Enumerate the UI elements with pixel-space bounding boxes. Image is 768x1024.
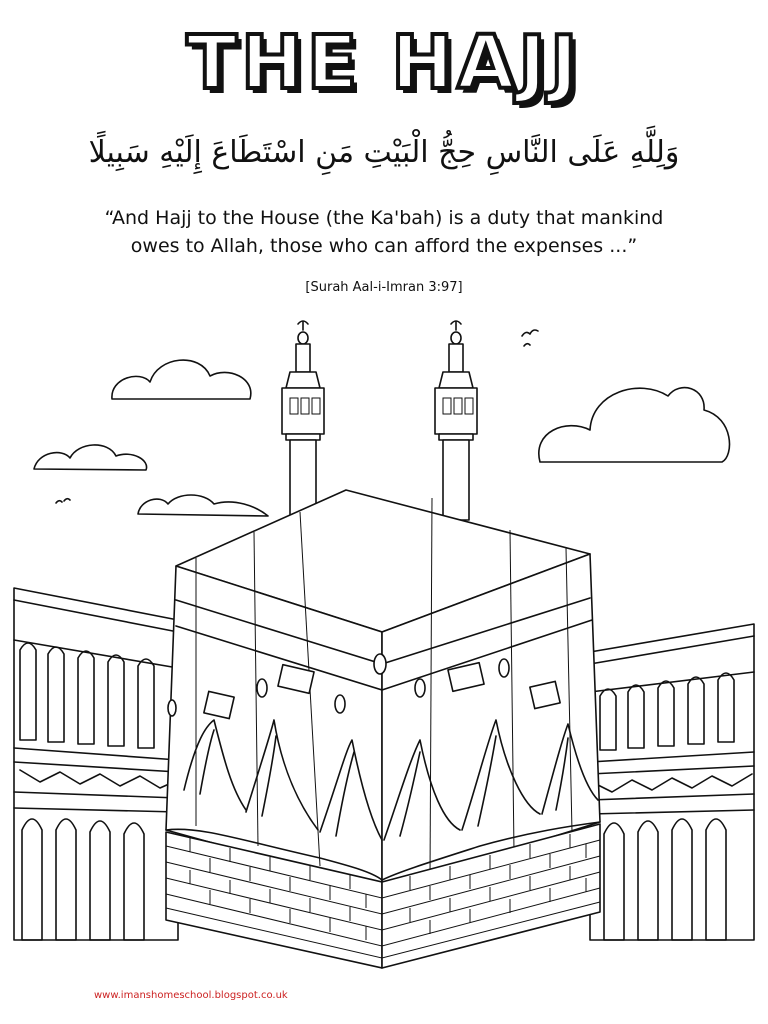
cloud-mid-left bbox=[138, 495, 268, 516]
colonnade-right bbox=[590, 624, 754, 940]
minaret-right bbox=[435, 321, 477, 520]
kaaba bbox=[166, 490, 600, 968]
colonnade-left bbox=[14, 588, 178, 940]
quote-text bbox=[90, 204, 678, 260]
website-url[interactable]: www.imanshomeschool.blogspot.co.uk bbox=[94, 990, 288, 1001]
arabic-verse: وَلِلَّهِ عَلَى النَّاسِ حِجُّ الْبَيْتِ مَنِ اسْتَطَاعَ إِلَيْهِ سَبِيلًا bbox=[88, 135, 680, 170]
cloud-left bbox=[112, 360, 251, 399]
cloud-small-left bbox=[34, 445, 147, 470]
quote-reference: [Surah Aal-i-Imran 3:97] bbox=[305, 280, 463, 295]
quote-line-2: owes to Allah, those who can afford the expenses ...” bbox=[130, 235, 638, 257]
quote-line-1: “And Hajj to the House (the Ka'bah) is a duty that mankind bbox=[104, 207, 664, 229]
kaaba-illustration bbox=[0, 300, 768, 980]
cloud-right bbox=[539, 388, 730, 462]
minaret-left bbox=[282, 321, 324, 520]
page-title: THE HAJJ bbox=[186, 20, 582, 106]
